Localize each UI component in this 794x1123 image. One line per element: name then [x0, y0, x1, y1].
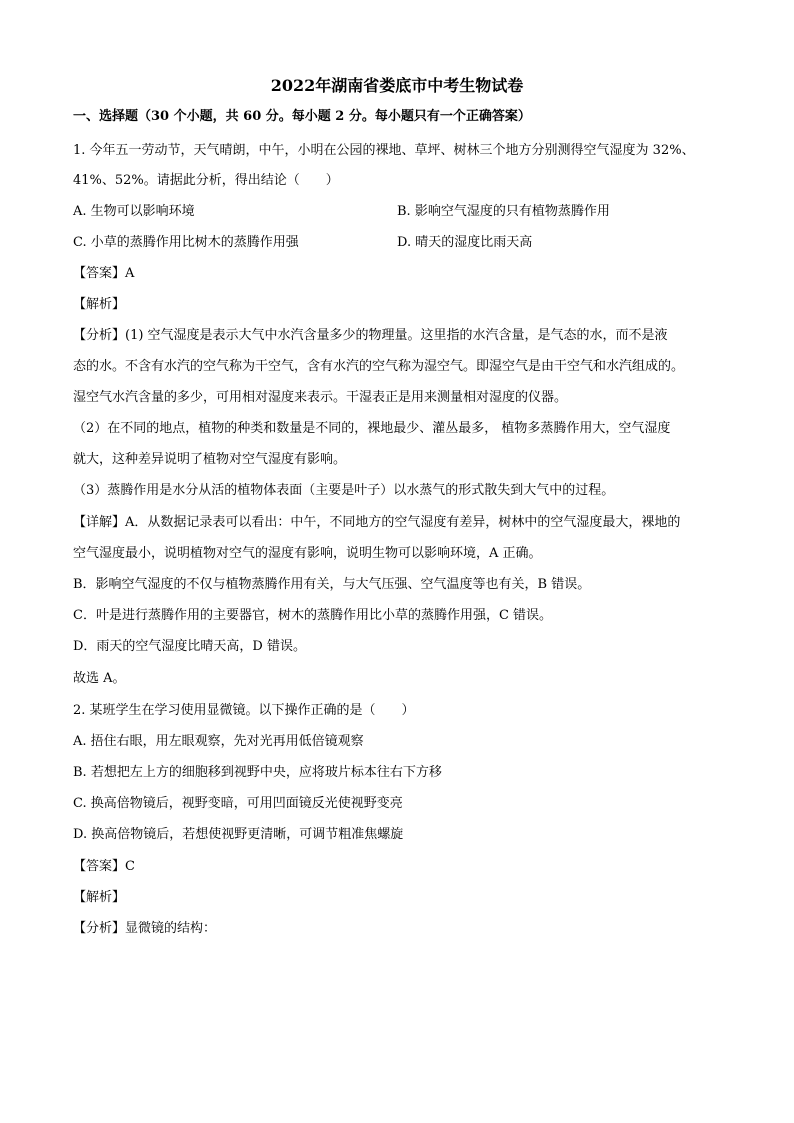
- q1-detail-line: C．叶是进行蒸腾作用的主要器官，树木的蒸腾作用比小草的蒸腾作用强，C 错误。: [73, 608, 553, 623]
- q2-option-d: D. 换高倍物镜后，若想使视野更清晰，可调节粗准焦螺旋: [73, 827, 404, 842]
- q2-option-b: B. 若想把左上方的细胞移到视野中央，应将玻片标本往右下方移: [73, 765, 442, 780]
- q1-analysis-line: 就大，这种差异说明了植物对空气湿度有影响。: [73, 452, 347, 467]
- q2-analysis: 【分析】显微镜的结构：: [73, 921, 217, 936]
- q1-analysis-line: 湿空气水汽含量的多少，可用相对湿度来表示。干湿表正是用来测量相对湿度的仪器。: [73, 390, 568, 405]
- q1-jiexi-label: 【解析】: [73, 297, 126, 312]
- q1-stem-line1: 1. 今年五一劳动节，天气晴朗，中午，小明在公园的裸地、草坪、树林三个地方分别测得空气湿度为 32%、: [73, 143, 695, 158]
- q1-analysis-line: 【分析】(1) 空气湿度是表示大气中水汽含量多少的物理量。这里指的水汽含量，是气态的水，而不是液: [73, 328, 668, 343]
- q1-option-a: A. 生物可以影响环境: [73, 204, 195, 219]
- q2-option-a: A. 捂住右眼，用左眼观察，先对光再用低倍镜观察: [73, 734, 364, 749]
- document-title: 2022年湖南省娄底市中考生物试卷: [270, 76, 524, 95]
- q1-conclusion: 故选 A。: [73, 671, 126, 686]
- q1-answer: 【答案】A: [73, 266, 135, 281]
- q1-option-b: B. 影响空气湿度的只有植物蒸腾作用: [397, 204, 610, 219]
- q2-jiexi-label: 【解析】: [73, 890, 126, 905]
- section-heading: 一、选择题（30 个小题，共 60 分。每小题 2 分。每小题只有一个正确答案）: [73, 109, 531, 124]
- q1-analysis-line: （3）蒸腾作用是水分从活的植物体表面（主要是叶子）以水蒸气的形式散失到大气中的过程。: [73, 483, 615, 498]
- q1-option-c: C. 小草的蒸腾作用比树木的蒸腾作用强: [73, 235, 299, 250]
- q1-detail-line: 【详解】A．从数据记录表可以看出：中午，不同地方的空气湿度有差异，树林中的空气湿度最大，裸地的: [73, 515, 681, 530]
- q1-detail-line: B．影响空气湿度的不仅与植物蒸腾作用有关，与大气压强、空气温度等也有关，B 错误。: [73, 577, 591, 592]
- q1-detail-line: D．雨天的空气湿度比晴天高，D 错误。: [73, 639, 306, 654]
- q1-option-d: D. 晴天的湿度比雨天高: [397, 235, 533, 250]
- q2-answer: 【答案】C: [73, 859, 135, 874]
- q2-stem: 2. 某班学生在学习使用显微镜。以下操作正确的是（ ）: [73, 703, 415, 718]
- q1-stem-line2: 41%、52%。请据此分析，得出结论（ ）: [73, 173, 339, 188]
- q1-analysis-line: 态的水。不含有水汽的空气称为干空气，含有水汽的空气称为湿空气。即湿空气是由干空气和水汽组成的。: [73, 359, 685, 374]
- q1-detail-line: 空气湿度最小，说明植物对空气的湿度有影响，说明生物可以影响环境，A 正确。: [73, 546, 542, 561]
- q1-analysis-line: （2）在不同的地点，植物的种类和数量是不同的，裸地最少、灌丛最多， 植物多蒸腾作用大，空气湿度: [73, 421, 671, 436]
- q2-option-c: C. 换高倍物镜后，视野变暗，可用凹面镜反光使视野变亮: [73, 796, 403, 811]
